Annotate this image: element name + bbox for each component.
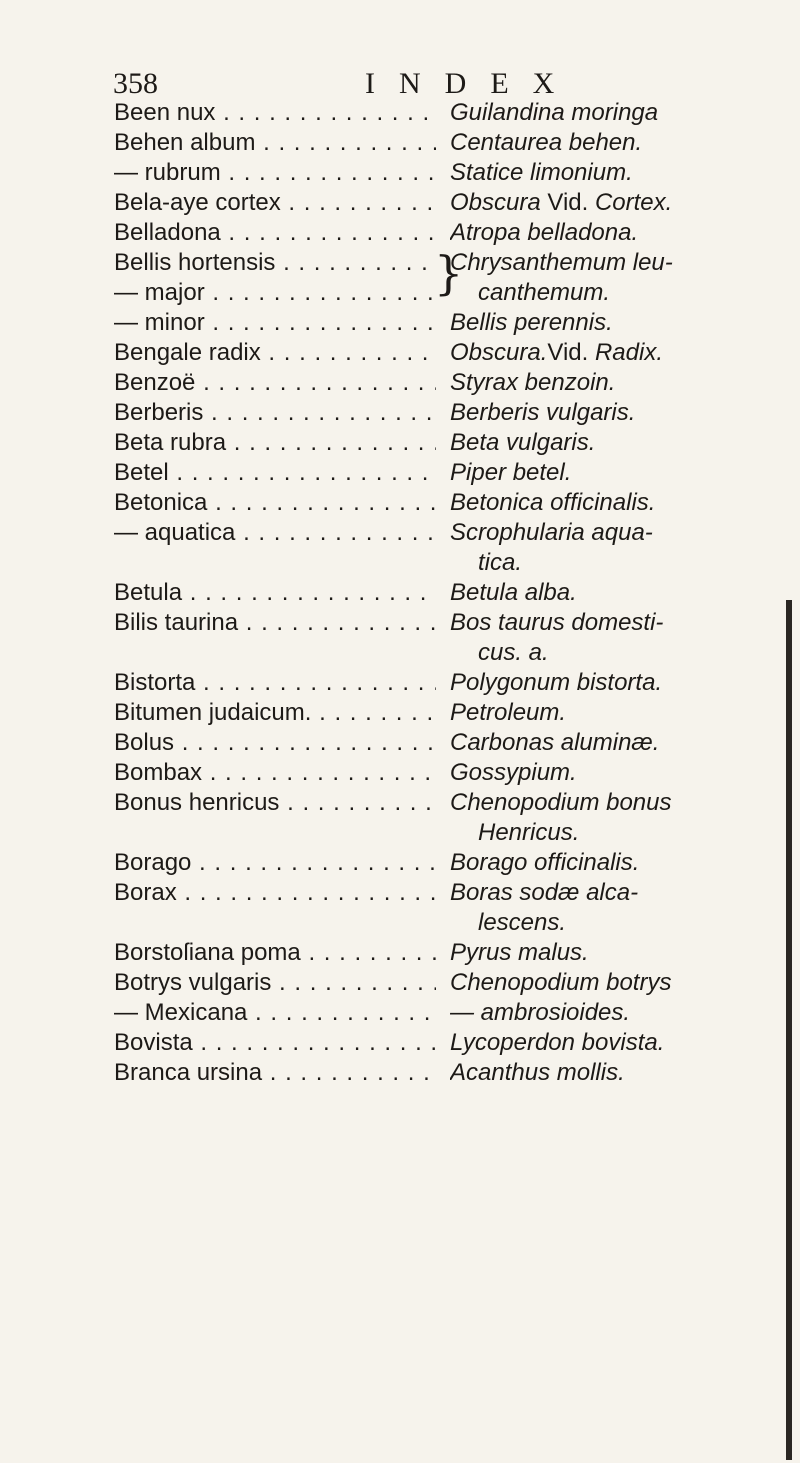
entry-definition: Atropa belladona. (450, 219, 639, 246)
entry-term: Betel . . . (114, 453, 436, 493)
entry-definition: Boras sodæ alca- (450, 879, 639, 906)
definition-prefix: Obscura (450, 189, 541, 216)
entry-term: — major . . . (114, 273, 436, 313)
entry-definition: Betonica officinalis. (450, 489, 656, 516)
entry-term: Bengale radix . . . (114, 333, 436, 373)
entry-continuation: cus. a. (478, 639, 549, 666)
entry-term: Bovista . . . (114, 1023, 436, 1063)
entry-definition: Acanthus mollis. (450, 1059, 625, 1086)
entry-term: Bellis hortensis . . . (114, 243, 436, 283)
entry-definition: Gossypium. (450, 759, 577, 786)
entry-definition: Chenopodium bonus (450, 789, 672, 816)
entry-term: Borago . . . (114, 843, 436, 883)
entry-term: Beta rubra . . . (114, 423, 436, 463)
entry-term: Bistorta . . . (114, 663, 436, 703)
entry-term: Bombax . . . (114, 753, 436, 793)
entry-term: Branca ursina . . . (114, 1053, 436, 1093)
entry-definition: Petroleum. (450, 699, 567, 726)
entry-continuation: Henricus. (478, 819, 580, 846)
entry-definition: Bos taurus domesti- (450, 609, 664, 636)
index-entry (0, 1053, 800, 1095)
entry-term: Botrys vulgaris . . . (114, 963, 436, 1003)
entry-term: Bonus henricus . . . (114, 783, 436, 823)
entry-definition: Betula alba. (450, 579, 577, 606)
entry-definition: Scrophularia aqua- (450, 519, 653, 546)
entry-term: Betula . . . (114, 573, 436, 613)
entry-term: — rubrum . . . (114, 153, 436, 193)
entry-definition: Piper betel. (450, 459, 572, 486)
entry-term: Benzoë . . . (114, 363, 436, 403)
entry-term: Belladona . . . (114, 213, 436, 253)
entry-term: Betonica . . . (114, 483, 436, 523)
entry-term: Been nux . . . (114, 93, 436, 133)
entry-definition: Beta vulgaris. (450, 429, 596, 456)
entry-definition: Styrax benzoin. (450, 369, 616, 396)
entry-term: Bolus . . . (114, 723, 436, 763)
entry-term: Borax . . . (114, 873, 436, 913)
definition-suffix: Radix. (594, 339, 663, 366)
entry-definition: Statice limonium. (450, 159, 633, 186)
entry-definition: — ambrosioides. (450, 999, 631, 1026)
entry-definition: Guilandina moringa (450, 99, 659, 126)
vid-reference: Vid. (547, 189, 589, 216)
entry-definition: Chenopodium botrys (450, 969, 672, 996)
entry-definition: Borago officinalis. (450, 849, 640, 876)
entry-term: — minor . . . (114, 303, 436, 343)
entry-definition: Carbonas aluminæ. (450, 729, 660, 756)
page-edge-shadow (786, 600, 792, 1460)
definition-suffix: Cortex. (594, 189, 673, 216)
entry-term: Bitumen judaicum. . . . (114, 693, 436, 733)
entry-definition: Centaurea behen. (450, 129, 643, 156)
entry-definition: Pyrus malus. (450, 939, 589, 966)
running-title: INDEX (365, 67, 579, 100)
entry-term: Bilis taurina . . . (114, 603, 436, 643)
definition-prefix: Obscura. (450, 339, 548, 366)
grouping-brace: } (434, 246, 464, 300)
entry-term: Berberis . . . (114, 393, 436, 433)
entry-term: — Mexicana . . . (114, 993, 436, 1033)
vid-reference: Vid. (547, 339, 589, 366)
entry-definition: canthemum. (478, 279, 611, 306)
entry-term: Bela-aye cortex . . . (114, 183, 436, 223)
entry-term: Borstoſiana poma . . . (114, 933, 436, 973)
entry-term: Behen album . . . (114, 123, 436, 163)
entry-definition: Chrysanthemum leu- (450, 249, 673, 276)
entry-definition: Lycoperdon bovista. (450, 1029, 665, 1056)
entry-definition: Berberis vulgaris. (450, 399, 636, 426)
entry-continuation: lescens. (478, 909, 567, 936)
entry-term: — aquatica . . . (114, 513, 436, 553)
entry-continuation: tica. (478, 549, 523, 576)
page-number: 358 (113, 67, 158, 100)
entry-definition: Bellis perennis. (450, 309, 613, 336)
entry-definition: Polygonum bistorta. (450, 669, 663, 696)
